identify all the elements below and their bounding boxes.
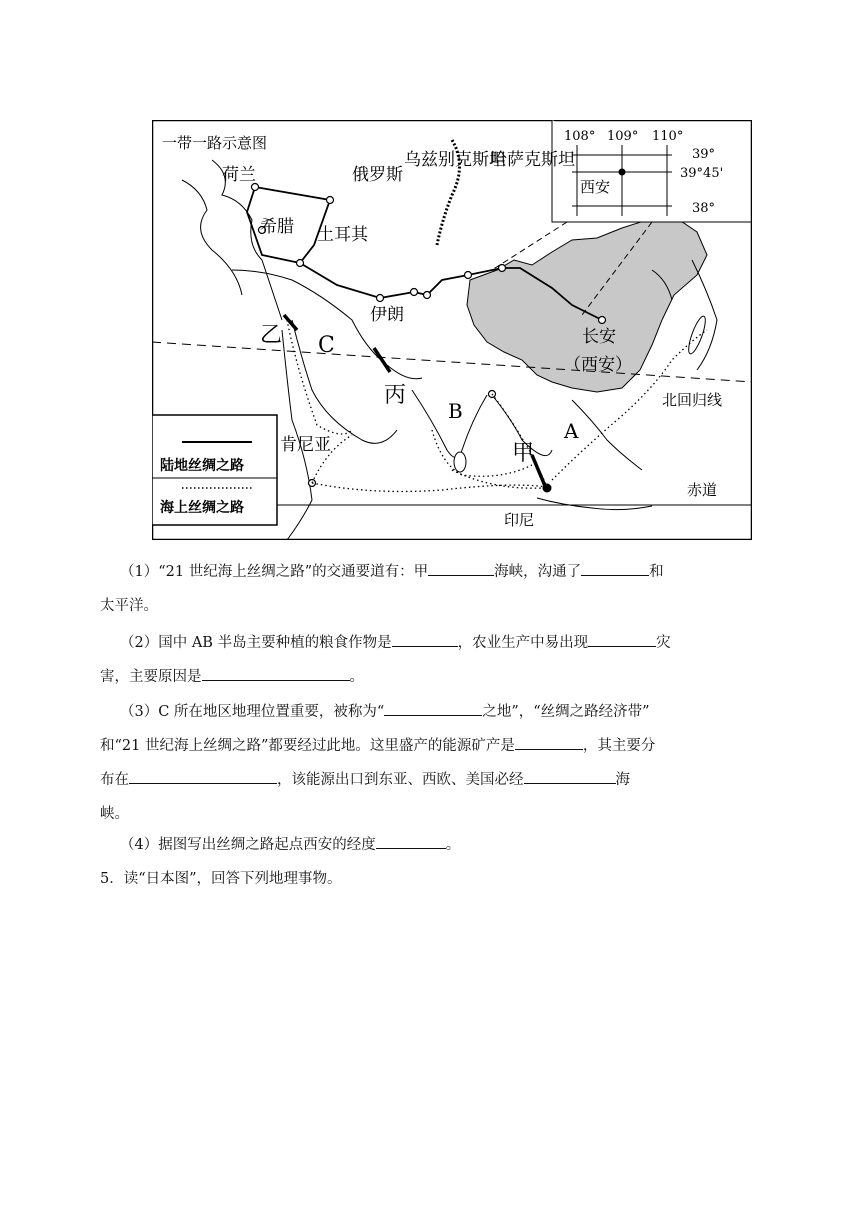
silk-road-map — [152, 120, 752, 540]
label-yi: 乙 — [260, 323, 283, 348]
question-2 — [120, 628, 740, 658]
label-c: C — [318, 333, 335, 358]
q1-text-a: （1）“21 世纪海上丝绸之路”的交通要道有：甲 — [120, 564, 429, 580]
sri-lanka — [454, 452, 466, 472]
label-uzbekistan: 乌兹别克斯坦 — [404, 150, 506, 170]
q3-blank-energy[interactable] — [515, 733, 583, 750]
q2-text-d: 害，主要原因是 — [100, 669, 202, 685]
question-3-line3 — [100, 765, 740, 795]
label-xian: （西安） — [564, 355, 632, 375]
q2-text-a: （2）国中 AB 半岛主要种植的粮食作物是 — [120, 635, 392, 651]
label-indonesia: 印尼 — [504, 511, 535, 529]
q4-text-a: （4）据图写出丝绸之路起点西安的经度 — [120, 837, 376, 853]
question-4 — [120, 830, 740, 860]
q4-blank-longitude[interactable] — [376, 832, 446, 849]
q1-blank-ocean[interactable] — [581, 559, 649, 576]
q2-text-e: 。 — [349, 669, 364, 685]
xian-point — [619, 169, 626, 176]
q1-text-b: 海峡，沟通了 — [494, 564, 582, 580]
inset-xian-label: 西安 — [580, 178, 611, 196]
q2-text-c: 灾 — [656, 635, 671, 651]
q3-text-b: 之地”，“丝绸之路经济带” — [482, 704, 650, 720]
q3-blank-place[interactable] — [384, 699, 482, 716]
label-jia: 甲 — [512, 441, 535, 466]
q1-blank-strait[interactable] — [428, 559, 494, 576]
q3-text-a: （3）C 所在地区地理位置重要，被称为“ — [120, 704, 385, 720]
inset-lat-38: 38° — [692, 201, 716, 216]
q3-text-g: 海 — [615, 772, 630, 788]
inset-lat-39: 39° — [692, 147, 716, 162]
label-netherlands: 荷兰 — [222, 165, 256, 185]
q3-blank-distribution[interactable] — [129, 767, 277, 784]
q2-text-b: ，农业生产中易出现 — [457, 635, 589, 651]
inset-lon-110: 110° — [652, 129, 684, 144]
q3-text-e: 布在 — [100, 772, 129, 788]
label-equator: 赤道 — [687, 481, 718, 499]
q3-text-d: ，其主要分 — [582, 738, 656, 754]
legend-land-label: 陆地丝绸之路 — [160, 458, 244, 474]
map-title: 一带一路示意图 — [162, 134, 268, 152]
legend-sea-label: 海上丝绸之路 — [160, 500, 244, 516]
question-1 — [120, 557, 740, 587]
inset-lon-108: 108° — [564, 129, 596, 144]
label-greece: 希腊 — [260, 217, 294, 237]
question-1-cont — [100, 591, 720, 621]
q4-text-b: 。 — [445, 837, 461, 853]
q3-text-c: 和“21 世纪海上丝绸之路”都要经过此地。这里盛产的能源矿产是 — [100, 738, 515, 754]
label-bing: 丙 — [384, 383, 407, 408]
label-iran: 伊朗 — [370, 305, 404, 325]
q3-text-f: ，该能源出口到东亚、西欧、美国必经 — [277, 772, 524, 788]
inset-lon-109: 109° — [607, 129, 639, 144]
question-3-line2 — [100, 731, 740, 761]
q5-text: 5．读“日本图”，回答下列地理事物。 — [100, 871, 342, 887]
label-russia: 俄罗斯 — [352, 165, 403, 185]
inset-lat-39-45: 39°45' — [680, 166, 724, 181]
q1-text-d: 太平洋。 — [100, 598, 158, 614]
question-3-line4 — [100, 799, 720, 829]
q2-blank-reason[interactable] — [202, 664, 350, 681]
question-2-cont — [100, 662, 720, 692]
label-tropic: 北回归线 — [662, 391, 723, 409]
q3-blank-strait[interactable] — [524, 767, 616, 784]
q3-text-h: 峡。 — [100, 806, 129, 822]
q2-blank-disaster[interactable] — [588, 630, 656, 647]
question-5 — [100, 864, 720, 894]
label-a: A — [564, 419, 579, 443]
label-b: B — [448, 399, 463, 423]
q2-blank-crop[interactable] — [392, 630, 458, 647]
label-changan: 长安 — [582, 327, 616, 347]
map-legend — [152, 415, 277, 525]
label-kenya: 肯尼亚 — [280, 435, 331, 455]
question-3 — [120, 697, 740, 727]
q1-text-c: 和 — [649, 564, 664, 580]
label-turkey: 土耳其 — [317, 225, 368, 245]
label-kazakhstan: 哈萨克斯坦 — [490, 150, 575, 170]
